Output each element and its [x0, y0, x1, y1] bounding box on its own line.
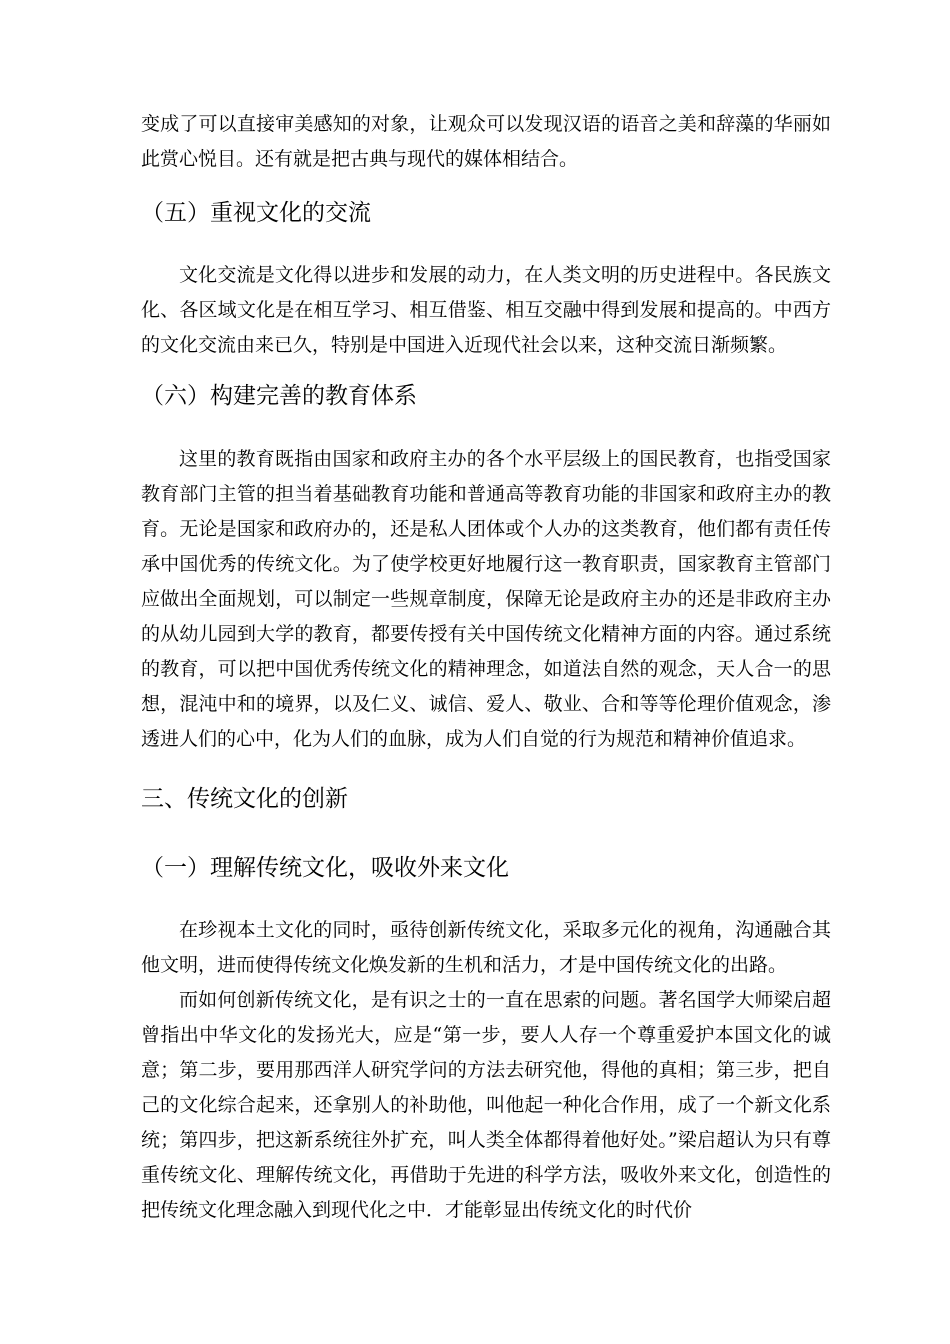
subsection-1-paragraph-2: 而如何创新传统文化，是有识之士的一直在思索的问题。著名国学大师梁启超曾指出中华文化的发扬光大，应是“第一步，要人人存一个尊重爱护本国文化的诚意；第二步，要用那西洋人研究学问的方法去研究他，得他的真相；第三步，把自己的文化综合起来，还拿别人的补助他，叫他起一种化合作用，成了一个新文化系统；第四步，把这新系统往外扩充，叫人类全体都得着他好处。”梁启超认为只有尊重传统文化、理解传统文化，再借助于先进的科学方法，吸收外来文化，创造性的把传统文化理念融入到现代化之中．才能彰显出传统文化的时代价 — [141, 989, 831, 1221]
section-6-paragraph: 这里的教育既指由国家和政府主办的各个水平层级上的国民教育，也指受国家教育部门主管的担当着基础教育功能和普通高等教育功能的非国家和政府主办的教育。无论是国家和政府办的，还是私人团体或个人办的这类教育，他们都有责任传承中国优秀的传统文化。为了使学校更好地履行这一教育职责，国家教育主管部门应做出全面规划，可以制定一些规章制度，保障无论是政府主办的还是非政府主办的从幼儿园到大学的教育，都要传授有关中国传统文化精神方面的内容。通过系统的教育，可以把中国优秀传统文化的精神理念，如道法自然的观念，天人合一的思想，混沌中和的境界，以及仁义、诚信、爱人、敬业、合和等等伦理价值观念，渗透进人们的心中，化为人们的血脉，成为人们自觉的行为规范和精神价值追求。 — [141, 448, 831, 750]
subsection-1-paragraph-1: 在珍视本土文化的同时，亟待创新传统文化，采取多元化的视角，沟通融合其他文明，进而使得传统文化焕发新的生机和活力，才是中国传统文化的出路。 — [141, 919, 831, 976]
section-6-heading: （六）构建完善的教育体系 — [141, 383, 417, 409]
subsection-1-heading: （一）理解传统文化，吸收外来文化 — [141, 855, 509, 881]
section-5-heading: （五）重视文化的交流 — [141, 200, 371, 226]
section-5-paragraph: 文化交流是文化得以进步和发展的动力，在人类文明的历史进程中。各民族文化、各区域文化是在相互学习、相互借鉴、相互交融中得到发展和提高的。中西方的文化交流由来已久，特别是中国进入近现代社会以来，这种交流日渐频繁。 — [141, 264, 831, 356]
intro-paragraph: 变成了可以直接审美感知的对象，让观众可以发现汉语的语音之美和辞藻的华丽如此赏心悦目。还有就是把古典与现代的媒体相结合。 — [141, 113, 831, 170]
part-3-heading: 三、传统文化的创新 — [141, 786, 348, 812]
